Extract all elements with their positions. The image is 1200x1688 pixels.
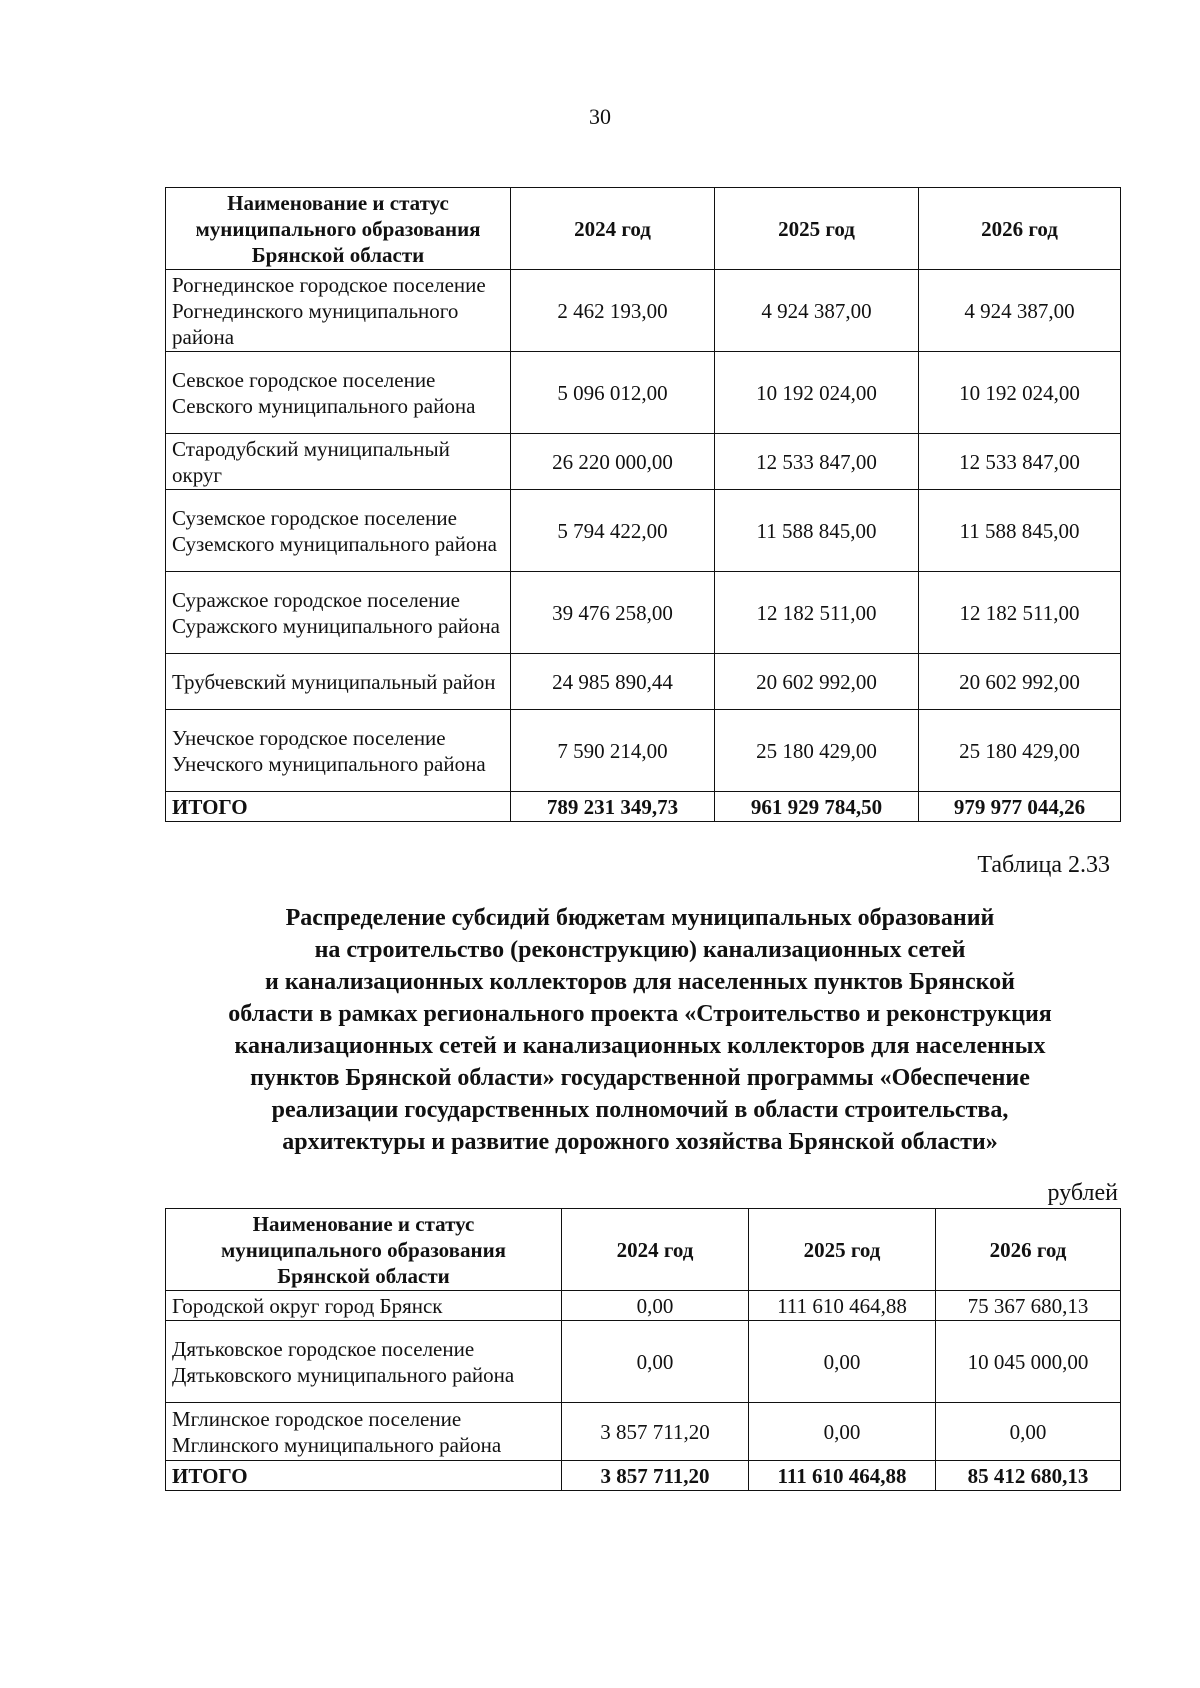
total-2025: 111 610 464,88 — [749, 1461, 936, 1491]
row-value-2026: 10 045 000,00 — [936, 1321, 1121, 1403]
header-2026: 2026 год — [936, 1209, 1121, 1291]
row-value-2026: 12 533 847,00 — [919, 434, 1121, 490]
row-name: Унечское городское поселение Унечского муниципального района — [166, 710, 511, 792]
row-value-2025: 11 588 845,00 — [715, 490, 919, 572]
row-value-2024: 26 220 000,00 — [511, 434, 715, 490]
table-row — [166, 572, 1121, 654]
header-2026: 2026 год — [919, 188, 1121, 270]
header-municipality: Наименование и статус муниципального образования Брянской области — [166, 1209, 562, 1291]
title-line: на строительство (реконструкцию) канализационных сетей — [314, 937, 966, 963]
row-value-2024: 5 096 012,00 — [511, 352, 715, 434]
row-value-2024: 0,00 — [562, 1321, 749, 1403]
row-value-2025: 20 602 992,00 — [715, 654, 919, 710]
row-value-2026: 11 588 845,00 — [919, 490, 1121, 572]
title-line: области в рамках регионального проекта «Строительство и реконструкция — [228, 1001, 1052, 1027]
table-row — [166, 1291, 1121, 1321]
total-2024: 789 231 349,73 — [511, 792, 715, 822]
row-value-2024: 39 476 258,00 — [511, 572, 715, 654]
row-value-2025: 0,00 — [749, 1403, 936, 1461]
row-value-2025: 12 533 847,00 — [715, 434, 919, 490]
row-value-2025: 111 610 464,88 — [749, 1291, 936, 1321]
header-municipality: Наименование и статус муниципального образования Брянской области — [166, 188, 511, 270]
title-line: Распределение субсидий бюджетам муниципальных образований — [285, 905, 995, 931]
row-value-2024: 2 462 193,00 — [511, 270, 715, 352]
row-value-2024: 24 985 890,44 — [511, 654, 715, 710]
total-label: ИТОГО — [166, 792, 511, 822]
table-row — [166, 270, 1121, 352]
row-name: Мглинское городское поселение Мглинского муниципального района — [166, 1403, 562, 1461]
table-row — [166, 1321, 1121, 1403]
page-number: 30 — [589, 104, 611, 129]
title-line: и канализационных коллекторов для населенных пунктов Брянской — [265, 969, 1015, 995]
table-header-row — [166, 188, 1121, 270]
title-line: архитектуры и развитие дорожного хозяйства Брянской области» — [282, 1129, 998, 1155]
table-number-caption: Таблица 2.33 — [977, 852, 1110, 878]
row-value-2025: 4 924 387,00 — [715, 270, 919, 352]
header-2025: 2025 год — [749, 1209, 936, 1291]
table-municipal-subsidies-continued — [165, 187, 1121, 822]
table-sewer-subsidies — [165, 1208, 1121, 1491]
row-value-2026: 12 182 511,00 — [919, 572, 1121, 654]
row-name: Трубчевский муниципальный район — [166, 654, 511, 710]
row-value-2026: 10 192 024,00 — [919, 352, 1121, 434]
row-value-2026: 20 602 992,00 — [919, 654, 1121, 710]
total-2024: 3 857 711,20 — [562, 1461, 749, 1491]
header-2024: 2024 год — [511, 188, 715, 270]
row-value-2024: 3 857 711,20 — [562, 1403, 749, 1461]
total-row — [166, 792, 1121, 822]
table-row — [166, 710, 1121, 792]
total-2026: 85 412 680,13 — [936, 1461, 1121, 1491]
row-value-2024: 7 590 214,00 — [511, 710, 715, 792]
row-value-2026: 25 180 429,00 — [919, 710, 1121, 792]
title-line: реализации государственных полномочий в области строительства, — [271, 1097, 1009, 1123]
title-line: канализационных сетей и канализационных коллекторов для населенных — [234, 1033, 1046, 1059]
table-title — [150, 902, 1130, 1158]
table-row — [166, 352, 1121, 434]
header-2025: 2025 год — [715, 188, 919, 270]
units-label: рублей — [1047, 1180, 1118, 1206]
table-row — [166, 490, 1121, 572]
total-2026: 979 977 044,26 — [919, 792, 1121, 822]
total-2025: 961 929 784,50 — [715, 792, 919, 822]
header-2024: 2024 год — [562, 1209, 749, 1291]
row-name: Стародубский муниципальный округ — [166, 434, 511, 490]
row-name: Рогнединское городское поселение Рогнединского муниципального района — [166, 270, 511, 352]
row-name: Городской округ город Брянск — [166, 1291, 562, 1321]
row-value-2026: 0,00 — [936, 1403, 1121, 1461]
total-row — [166, 1461, 1121, 1491]
table-row — [166, 1403, 1121, 1461]
row-value-2025: 25 180 429,00 — [715, 710, 919, 792]
row-name: Дятьковское городское поселение Дятьковского муниципального района — [166, 1321, 562, 1403]
row-value-2025: 0,00 — [749, 1321, 936, 1403]
row-name: Суражское городское поселение Суражского муниципального района — [166, 572, 511, 654]
row-name: Севское городское поселение Севского муниципального района — [166, 352, 511, 434]
total-label: ИТОГО — [166, 1461, 562, 1491]
row-value-2026: 75 367 680,13 — [936, 1291, 1121, 1321]
row-value-2024: 5 794 422,00 — [511, 490, 715, 572]
title-line: пунктов Брянской области» государственной программы «Обеспечение — [250, 1065, 1030, 1091]
table-row — [166, 654, 1121, 710]
table-header-row — [166, 1209, 1121, 1291]
table-row — [166, 434, 1121, 490]
row-name: Суземское городское поселение Суземского муниципального района — [166, 490, 511, 572]
row-value-2026: 4 924 387,00 — [919, 270, 1121, 352]
row-value-2025: 12 182 511,00 — [715, 572, 919, 654]
row-value-2024: 0,00 — [562, 1291, 749, 1321]
row-value-2025: 10 192 024,00 — [715, 352, 919, 434]
